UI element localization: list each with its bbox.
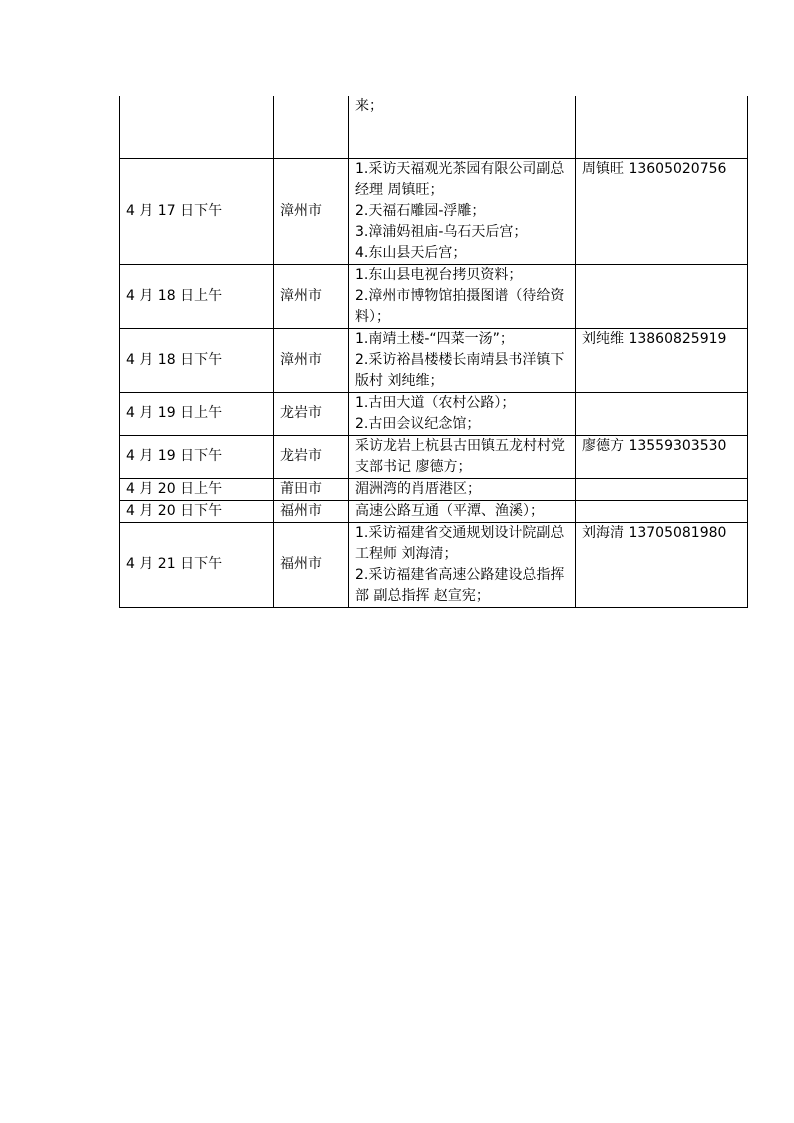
description-cell: [349, 478, 576, 500]
city-cell: 福州市: [274, 522, 349, 607]
contact-cell: 廖德方 13559303530: [576, 435, 748, 478]
city-cell: 莆田市: [274, 478, 349, 500]
description-line: 2.天福石雕园-浮雕；: [355, 202, 486, 219]
description-cell: [349, 96, 576, 158]
description-line: 2.采访福建省高速公路建设总指挥部 副总指挥 赵宣宪；: [355, 566, 565, 604]
description-cell: [349, 392, 576, 435]
date-cell: 4 月 19 日上午: [120, 392, 274, 435]
description-cell: [349, 328, 576, 392]
description-line: 2.采访裕昌楼楼长南靖县书洋镇下版村 刘纯维；: [355, 351, 565, 389]
description-line: 4.东山县天后宫；: [355, 244, 467, 261]
table-row: [120, 392, 748, 435]
contact-cell: [576, 392, 748, 435]
city-cell: 龙岩市: [274, 435, 349, 478]
description-line: 高速公路互通（平潭、渔溪）；: [355, 502, 544, 519]
description-cell: [349, 522, 576, 607]
description-cell: [349, 158, 576, 264]
description-line: 采访龙岩上杭县古田镇五龙村村党支部书记 廖德方；: [355, 437, 565, 475]
description-cell: [349, 500, 576, 522]
date-cell: 4 月 20 日下午: [120, 500, 274, 522]
city-cell: 福州市: [274, 500, 349, 522]
contact-cell: [576, 264, 748, 328]
description-cell: [349, 264, 576, 328]
description-line: 1.采访天福观光茶园有限公司副总经理 周镇旺；: [355, 160, 565, 198]
contact-cell: [576, 500, 748, 522]
contact-cell: [576, 478, 748, 500]
description-line: 2.古田会议纪念馆；: [355, 415, 481, 432]
description-line: 来；: [355, 98, 383, 114]
contact-cell: 刘海清 13705081980: [576, 522, 748, 607]
city-cell: 漳州市: [274, 158, 349, 264]
description-line: 3.漳浦妈祖庙-乌石天后宫；: [355, 223, 528, 240]
description-line: 1.采访福建省交通规划设计院副总工程师 刘海清；: [355, 524, 565, 562]
city-cell: 漳州市: [274, 328, 349, 392]
date-cell: 4 月 17 日下午: [120, 158, 274, 264]
table-row: [120, 435, 748, 478]
city-cell: [274, 96, 349, 158]
description-line: 1.南靖土楼-“四菜一汤”；: [355, 330, 514, 347]
date-cell: 4 月 19 日下午: [120, 435, 274, 478]
table-row: [120, 500, 748, 522]
table-row: [120, 328, 748, 392]
table-row: [120, 158, 748, 264]
description-line: 1.东山县电视台拷贝资料；: [355, 266, 523, 283]
date-cell: 4 月 20 日上午: [120, 478, 274, 500]
contact-cell: [576, 96, 748, 158]
description-line: 湄洲湾的肖厝港区；: [355, 480, 481, 497]
date-cell: 4 月 18 日下午: [120, 328, 274, 392]
city-cell: 漳州市: [274, 264, 349, 328]
date-cell: 4 月 18 日上午: [120, 264, 274, 328]
contact-cell: 周镇旺 13605020756: [576, 158, 748, 264]
description-line: 1.古田大道（农村公路）；: [355, 394, 516, 411]
table-row: [120, 264, 748, 328]
date-cell: [120, 96, 274, 158]
schedule-table: [119, 96, 748, 608]
contact-cell: 刘纯维 13860825919: [576, 328, 748, 392]
city-cell: 龙岩市: [274, 392, 349, 435]
table-row: [120, 478, 748, 500]
description-line: 2.漳州市博物馆拍摄图谱（待给资料）；: [355, 287, 565, 325]
table-row: [120, 96, 748, 158]
table-row: [120, 522, 748, 607]
description-cell: [349, 435, 576, 478]
date-cell: 4 月 21 日下午: [120, 522, 274, 607]
